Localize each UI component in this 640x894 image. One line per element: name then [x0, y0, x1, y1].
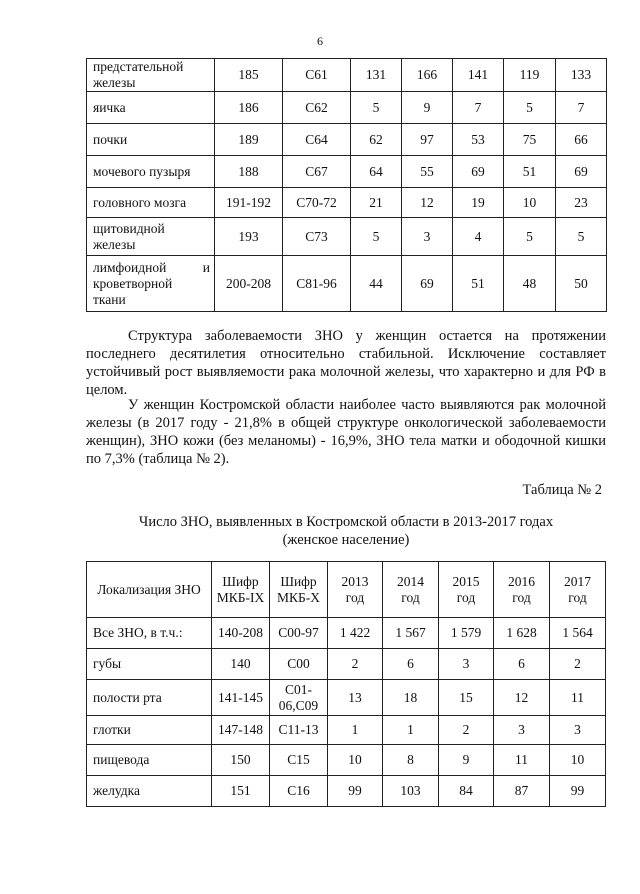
table-row: [87, 256, 607, 312]
row-localization: головного мозга: [87, 188, 215, 218]
cell-2013: 62: [351, 124, 402, 156]
cell-2017: 69: [556, 156, 607, 188]
cell-2015: 4: [453, 218, 504, 256]
cell-2013: 21: [351, 188, 402, 218]
cell-code-x: C11-13: [270, 716, 328, 745]
cell-code-x: C16: [270, 776, 328, 807]
cell-2016: 5: [504, 92, 556, 124]
cell-2015: 2: [439, 716, 494, 745]
header-2015: 2015 год: [439, 562, 494, 618]
cell-2014: 97: [402, 124, 453, 156]
row-localization: пищевода: [87, 745, 212, 776]
table-label: Таблица № 2: [522, 482, 602, 498]
table-caption-subline: (женское население): [282, 532, 410, 548]
cell-code-ix: 200-208: [215, 256, 283, 312]
table-row: [87, 716, 606, 745]
cell-2017: 3: [550, 716, 606, 745]
cell-2013: 44: [351, 256, 402, 312]
cell-code-ix: 151: [212, 776, 270, 807]
cell-2016: 48: [504, 256, 556, 312]
cell-2014: 9: [402, 92, 453, 124]
row-localization: лимфоидной и кроветворной ткани: [87, 256, 215, 312]
row-localization: яичка: [87, 92, 215, 124]
cell-2013: 2: [328, 649, 383, 680]
cell-2016: 51: [504, 156, 556, 188]
cell-2014: 8: [383, 745, 439, 776]
cell-2016: 87: [494, 776, 550, 807]
cell-2017: 23: [556, 188, 607, 218]
cell-code-x: C01- 06,C09: [270, 680, 328, 716]
cell-2016: 12: [494, 680, 550, 716]
cell-2013: 99: [328, 776, 383, 807]
cell-2017: 10: [550, 745, 606, 776]
header-code-x: Шифр МКБ-X: [270, 562, 328, 618]
cell-code-ix: 189: [215, 124, 283, 156]
cell-code-x: C00: [270, 649, 328, 680]
cell-2014: 18: [383, 680, 439, 716]
cell-2013: 131: [351, 59, 402, 92]
cell-2017: 7: [556, 92, 607, 124]
cell-code-x: C73: [283, 218, 351, 256]
table-women-incidence: [86, 561, 606, 807]
row-localization: глотки: [87, 716, 212, 745]
cell-2014: 1 567: [383, 618, 439, 649]
cell-2016: 119: [504, 59, 556, 92]
cell-2014: 12: [402, 188, 453, 218]
cell-2014: 69: [402, 256, 453, 312]
cell-code-ix: 185: [215, 59, 283, 92]
cell-2017: 1 564: [550, 618, 606, 649]
cell-code-x: C70-72: [283, 188, 351, 218]
cell-2016: 75: [504, 124, 556, 156]
cell-2017: 50: [556, 256, 607, 312]
page-number: 6: [317, 34, 323, 48]
table-row: [87, 618, 606, 649]
row-localization: полости рта: [87, 680, 212, 716]
cell-code-ix: 140-208: [212, 618, 270, 649]
cell-2017: 11: [550, 680, 606, 716]
header-code-ix: Шифр МКБ-IX: [212, 562, 270, 618]
cell-2015: 141: [453, 59, 504, 92]
cell-code-x: C15: [270, 745, 328, 776]
cell-2014: 103: [383, 776, 439, 807]
cell-code-x: C67: [283, 156, 351, 188]
row-localization: Все ЗНО, в т.ч.:: [87, 618, 212, 649]
cell-2014: 55: [402, 156, 453, 188]
table-row: [87, 156, 607, 188]
cell-code-ix: 141-145: [212, 680, 270, 716]
cell-2017: 99: [550, 776, 606, 807]
cell-2015: 15: [439, 680, 494, 716]
table-row: [87, 188, 607, 218]
header-2017: 2017 год: [550, 562, 606, 618]
header-2014: 2014 год: [383, 562, 439, 618]
cell-2015: 53: [453, 124, 504, 156]
cell-2017: 5: [556, 218, 607, 256]
header-localization: Локализация ЗНО: [87, 562, 212, 618]
cell-2013: 10: [328, 745, 383, 776]
cell-2015: 69: [453, 156, 504, 188]
cell-2017: 2: [550, 649, 606, 680]
cell-2014: 3: [402, 218, 453, 256]
table-caption-line: Число ЗНО, выявленных в Костромской области в 2013-2017 годах: [138, 514, 554, 530]
table-row: [87, 218, 607, 256]
cell-code-ix: 191-192: [215, 188, 283, 218]
paragraph-women-incidence: У женщин Костромской области наиболее часто выявляются рак молочной железы (в 2017 году - 21,8% в общей структуре онкологической заболеваемости женщин), ЗНО кожи (без меланомы) - 16,9%, ЗНО тела матки и ободочной кишки по 7,3% (таблица № 2).: [86, 397, 606, 467]
cell-code-ix: 186: [215, 92, 283, 124]
header-2013: 2013 год: [328, 562, 383, 618]
paragraph-structure: Структура заболеваемости ЗНО у женщин остается на протяжении последнего десятилетия относительно стабильной. Исключение составляет устойчивый рост выявляемости рака молочной железы, что характерно и для РФ в целом.: [86, 328, 606, 398]
cell-2014: 166: [402, 59, 453, 92]
table-row: [87, 59, 607, 92]
row-localization: почки: [87, 124, 215, 156]
cell-2013: 5: [351, 218, 402, 256]
cell-2015: 7: [453, 92, 504, 124]
cell-code-x: C64: [283, 124, 351, 156]
cell-2013: 64: [351, 156, 402, 188]
cell-2013: 1 422: [328, 618, 383, 649]
cell-2015: 9: [439, 745, 494, 776]
cell-2013: 13: [328, 680, 383, 716]
cell-code-x: C62: [283, 92, 351, 124]
cell-2015: 3: [439, 649, 494, 680]
cell-2016: 11: [494, 745, 550, 776]
cell-code-ix: 140: [212, 649, 270, 680]
table-row: [87, 124, 607, 156]
cell-2015: 51: [453, 256, 504, 312]
cell-2016: 10: [504, 188, 556, 218]
cell-2016: 3: [494, 716, 550, 745]
table-row: [87, 745, 606, 776]
table-incidence-continuation: [86, 58, 607, 312]
cell-code-x: C00-97: [270, 618, 328, 649]
row-localization: мочевого пузыря: [87, 156, 215, 188]
cell-2014: 6: [383, 649, 439, 680]
cell-2015: 84: [439, 776, 494, 807]
row-localization: желудка: [87, 776, 212, 807]
header-2016: 2016 год: [494, 562, 550, 618]
cell-code-x: C61: [283, 59, 351, 92]
table-row: [87, 92, 607, 124]
cell-2017: 66: [556, 124, 607, 156]
cell-2014: 1: [383, 716, 439, 745]
table-header-row: [87, 562, 606, 618]
cell-code-x: C81-96: [283, 256, 351, 312]
cell-2016: 1 628: [494, 618, 550, 649]
cell-2016: 5: [504, 218, 556, 256]
cell-2015: 19: [453, 188, 504, 218]
row-localization: предстательной железы: [87, 59, 215, 92]
cell-code-ix: 147-148: [212, 716, 270, 745]
cell-code-ix: 188: [215, 156, 283, 188]
cell-2013: 5: [351, 92, 402, 124]
cell-2013: 1: [328, 716, 383, 745]
cell-2015: 1 579: [439, 618, 494, 649]
table-row: [87, 680, 606, 716]
cell-2017: 133: [556, 59, 607, 92]
row-localization: щитовидной железы: [87, 218, 215, 256]
cell-2016: 6: [494, 649, 550, 680]
table-caption: [86, 513, 606, 549]
cell-code-ix: 193: [215, 218, 283, 256]
table-row: [87, 649, 606, 680]
cell-code-ix: 150: [212, 745, 270, 776]
row-localization: губы: [87, 649, 212, 680]
table-row: [87, 776, 606, 807]
